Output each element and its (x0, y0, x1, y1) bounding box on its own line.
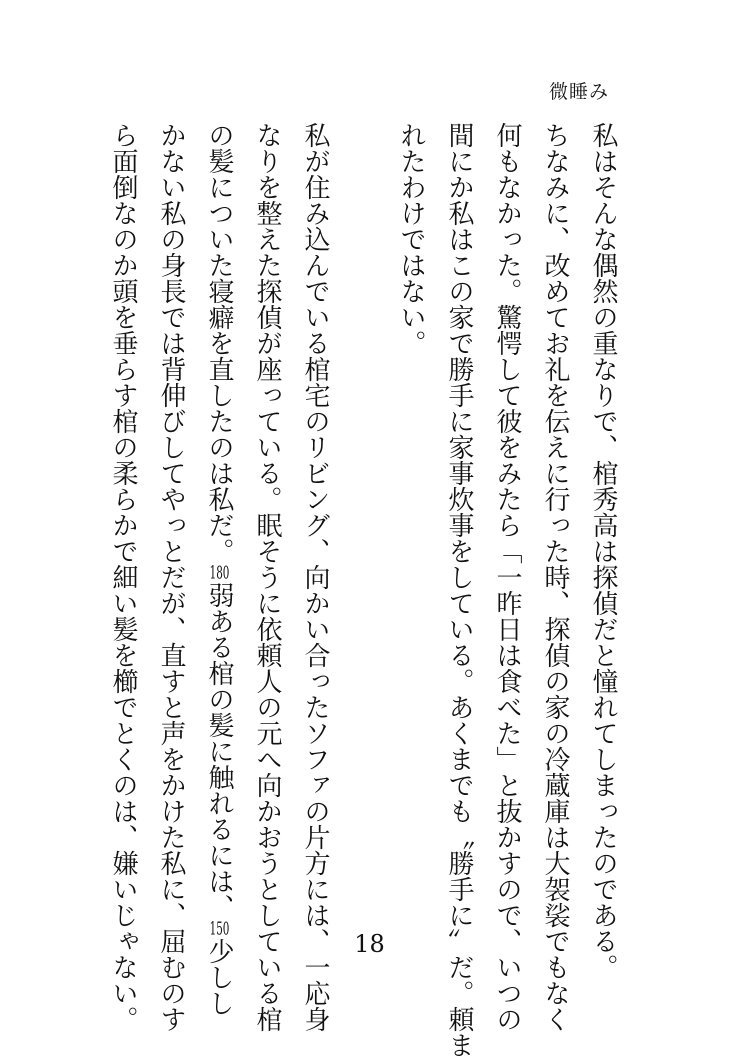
body-text (107, 122, 627, 1058)
text-line: 間にか私はこの家で勝手に家事炊事をしている。あくまでも〝勝手に〟だ。頼ま (444, 122, 474, 1058)
text-line: なりを整えた探偵が座っている。眠そうに依頼人の元へ向かおうとしている棺 (252, 122, 282, 1032)
text-line: れたわけではない。 (396, 122, 426, 356)
height-number: 180 (209, 564, 230, 582)
text-segment: の髪についた寝癖を直したのは私だ。 (204, 122, 234, 564)
text-line: ら面倒なのか頭を垂らす棺の柔らかで細い髪を櫛でとくのは、嫌いじゃない。 (108, 122, 138, 1032)
text-line: かない私の身長では背伸びしてやっとだが、直すと声をかけた私に、屈むのす (156, 122, 186, 1032)
running-head: 微睡み (548, 81, 609, 103)
text-line: 私が住み込んでいる棺宅のリビング、向かい合ったソファの片方には、一応身 (300, 122, 330, 1032)
text-line: 何もなかった。驚愕して彼をみたら「一昨日は食べた」と抜かすので、いつの (492, 122, 522, 1032)
text-segment: 弱ある棺の髪に触れるには、 (204, 582, 234, 920)
page-number: 18 (354, 930, 385, 958)
text-line: ちなみに、改めてお礼を伝えに行った時、探偵の家の冷蔵庫は大袈裟でもなく (540, 122, 570, 1032)
text-line: 私はそんな偶然の重なりで、棺秀高は探偵だと憧れてしまったのである。 (588, 122, 618, 980)
text-segment: 少しし (204, 938, 234, 1016)
height-number: 150 (209, 920, 230, 938)
text-line (195, 122, 243, 1016)
